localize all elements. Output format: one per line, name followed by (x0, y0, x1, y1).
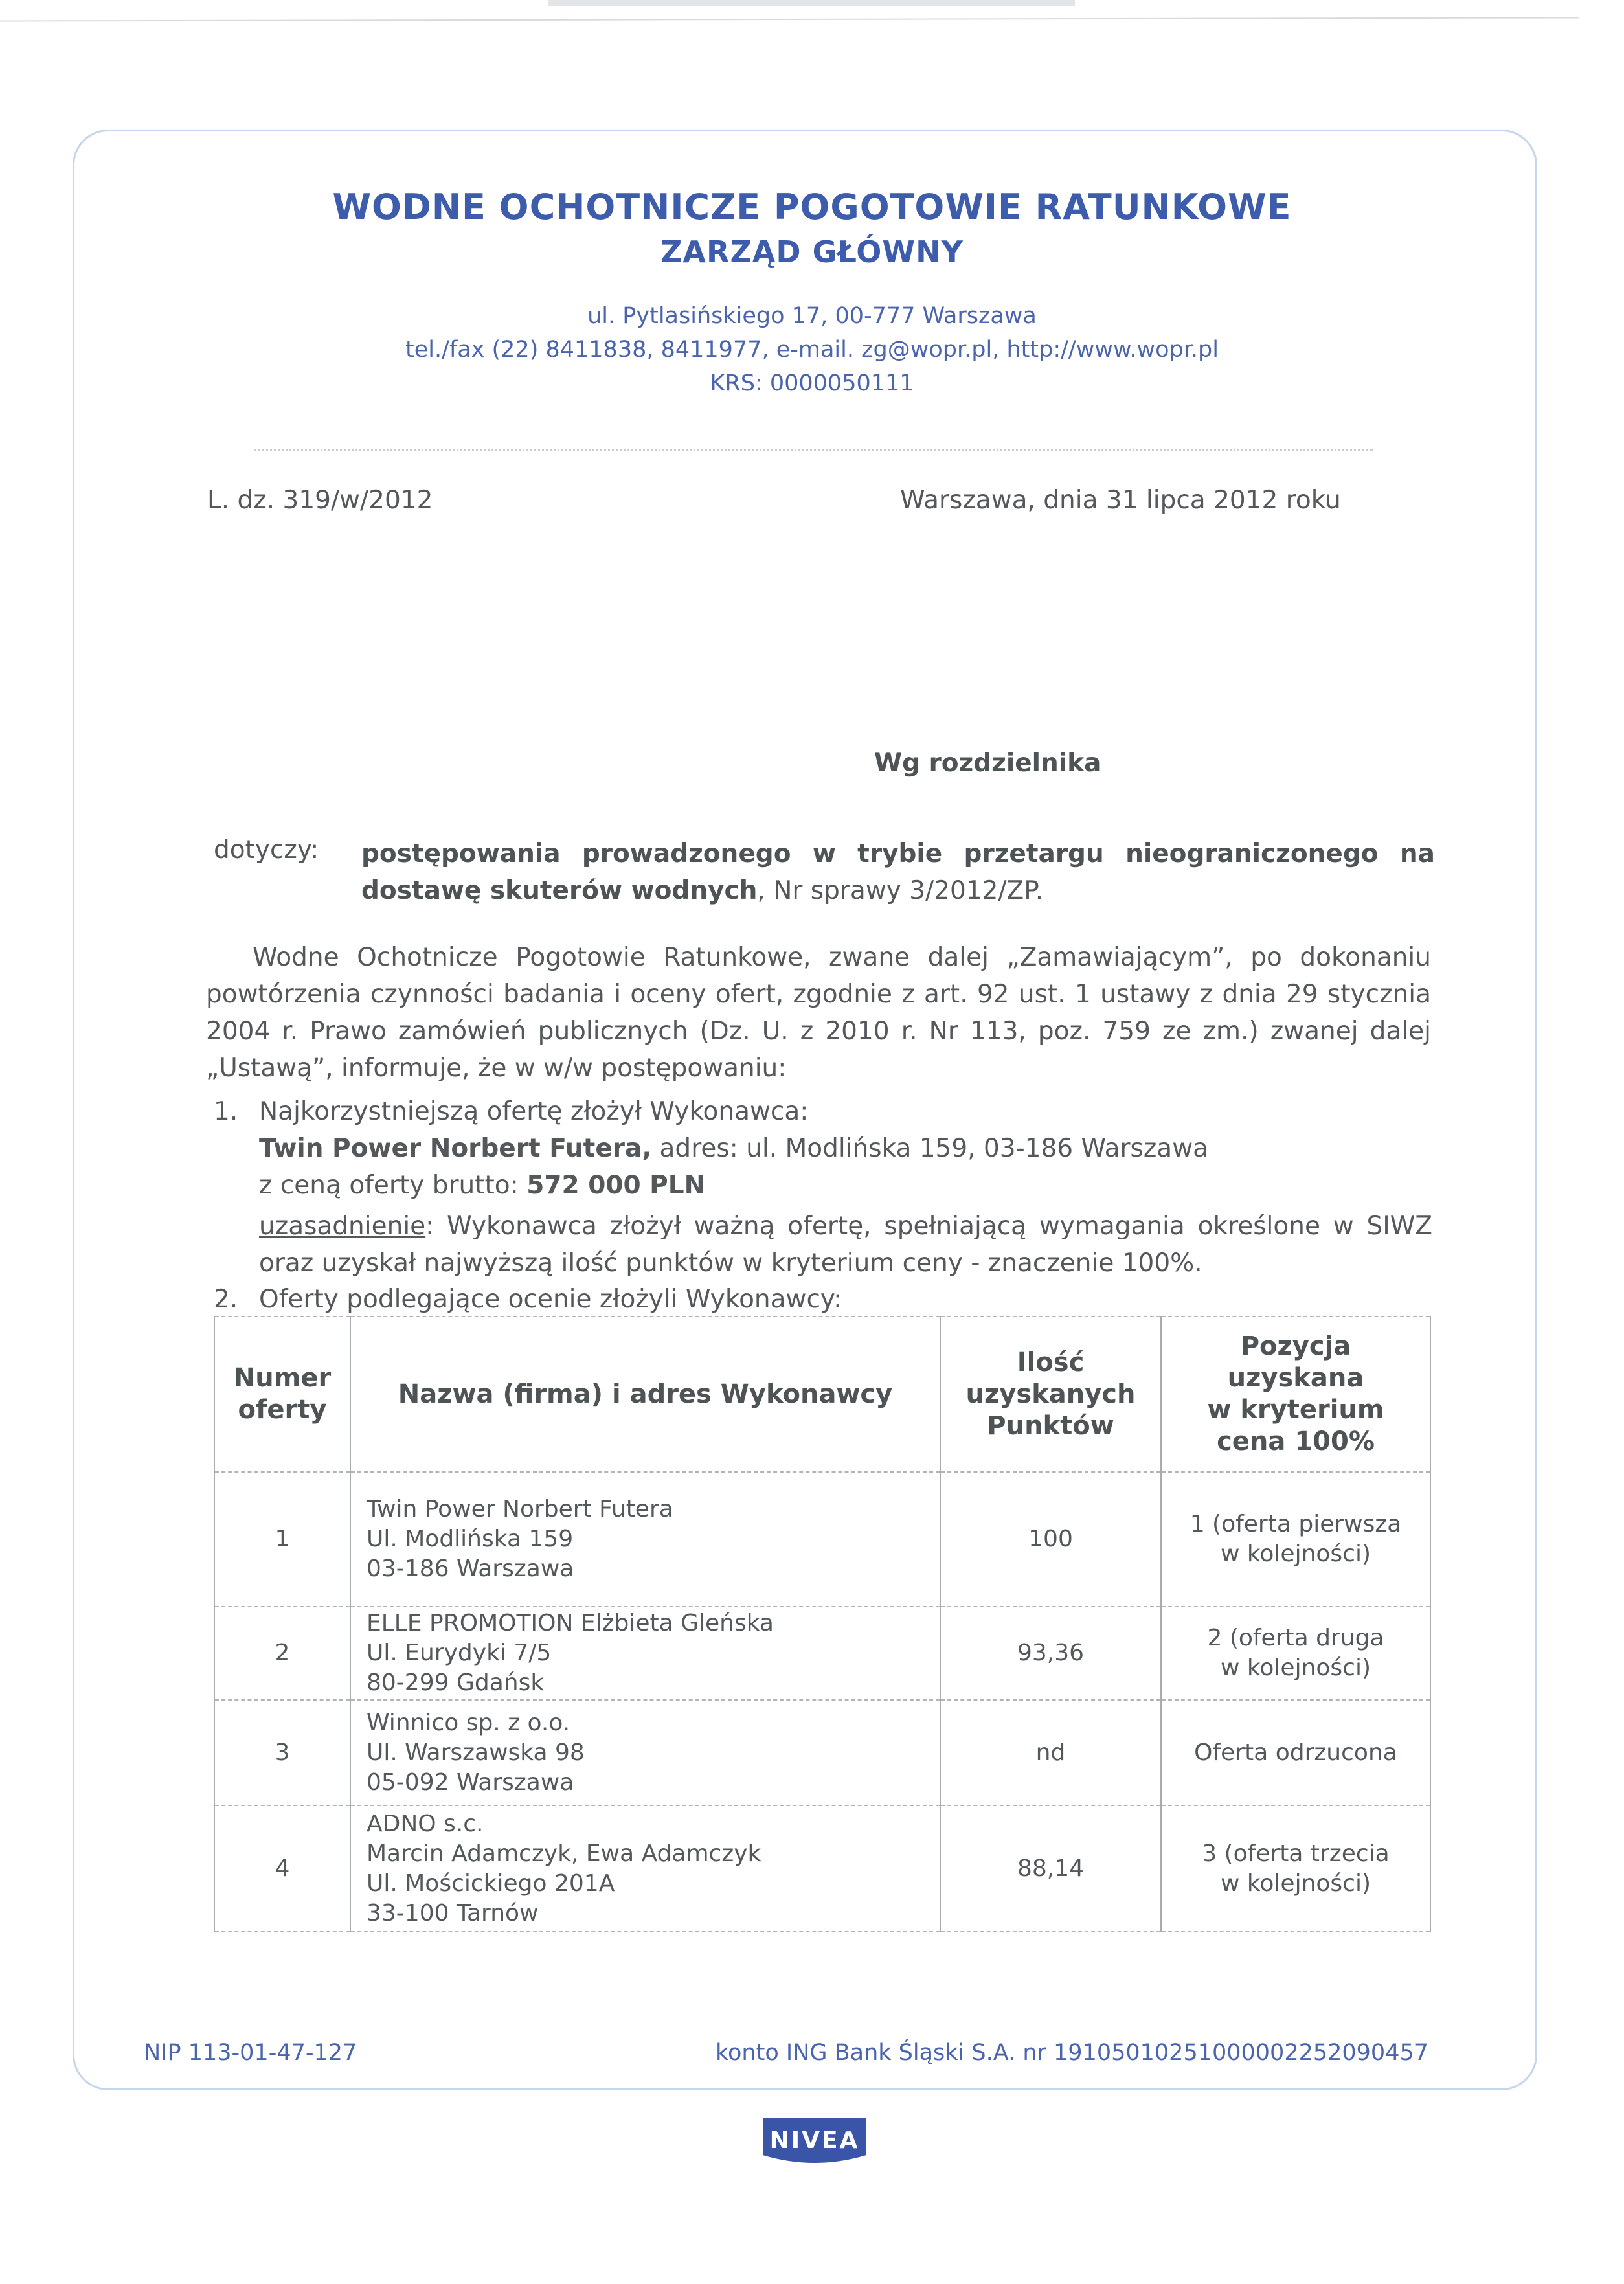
subject-text (361, 835, 1435, 909)
justification-label: uzasadnienie (259, 1212, 426, 1241)
subject-line2 (361, 872, 1435, 909)
name-line: 03-186 Warszawa (367, 1555, 574, 1582)
name-line: 05-092 Warszawa (367, 1769, 574, 1796)
header-line: oferty (238, 1395, 327, 1425)
table-row (214, 1607, 1430, 1700)
header-separator (254, 449, 1373, 451)
item1-price-line (259, 1171, 705, 1200)
cell-points: 93,36 (940, 1607, 1161, 1700)
name-line: ADNO s.c. (367, 1810, 484, 1837)
name-line: Ul. Warszawska 98 (367, 1739, 585, 1766)
cell-name-address (350, 1607, 940, 1700)
header-line: Numer (233, 1363, 332, 1393)
org-contact: tel./fax (22) 8411838, 8411977, e-mail. zg@wopr.pl, http://www.wopr.pl (405, 337, 1219, 363)
justification-text: : Wykonawca złożył ważną ofertę, spełniającą wymagania określone w SIWZ oraz uzyskał najwyższą ilość punktów w kryterium ceny - znaczenie 100%. (259, 1212, 1432, 1278)
nivea-logo (763, 2118, 866, 2172)
header-line: Ilość (1017, 1347, 1085, 1377)
position-line: 1 (oferta pierwsza (1190, 1511, 1402, 1537)
name-line: Winnico sp. z o.o. (367, 1709, 570, 1736)
col-header-name (350, 1317, 940, 1472)
cell-offer-number: 1 (214, 1472, 350, 1607)
cell-offer-number: 3 (214, 1700, 350, 1805)
cell-points: 100 (940, 1472, 1161, 1607)
price-label: z ceną oferty brutto: (259, 1171, 527, 1200)
org-name: WODNE OCHOTNICZE POGOTOWIE RATUNKOWE (332, 187, 1292, 227)
org-unit: ZARZĄD GŁÓWNY (660, 234, 964, 269)
subject-bold-line1: postępowania prowadzonego w trybie przetargu nieograniczonego na (361, 839, 1435, 868)
table-header-row (214, 1317, 1430, 1472)
scan-artifact-line (0, 17, 1579, 21)
cell-points: 88,14 (940, 1805, 1161, 1932)
cell-offer-number: 2 (214, 1607, 350, 1700)
table-row (214, 1472, 1430, 1607)
item1-number: 1. (214, 1097, 238, 1126)
nip-number: NIP 113-01-47-127 (144, 2040, 357, 2066)
position-line: w kolejności) (1220, 1655, 1371, 1681)
subject-rest: , Nr sprawy 3/2012/ZP. (757, 876, 1044, 905)
header-line: Pozycja (1240, 1331, 1351, 1361)
table-row (214, 1805, 1430, 1932)
item2-number: 2. (214, 1285, 238, 1314)
cell-name-address (350, 1805, 940, 1932)
header-line: w kryterium (1207, 1395, 1384, 1425)
item1-heading: Najkorzystniejszą ofertę złożył Wykonawca: (259, 1097, 809, 1126)
distribution-note: Wg rozdzielnika (874, 749, 1101, 778)
name-line: 33-100 Tarnów (367, 1899, 539, 1927)
position-line: w kolejności) (1220, 1541, 1371, 1567)
table-row (214, 1700, 1430, 1805)
header-line: Nazwa (firma) i adres Wykonawcy (398, 1379, 893, 1409)
scan-artifact-bar (548, 0, 1075, 6)
name-line: 80-299 Gdańsk (367, 1669, 545, 1696)
bank-account: konto ING Bank Śląski S.A. nr 19105010251000002252090457 (716, 2040, 1428, 2066)
doc-number: L. dz. 319/w/2012 (207, 486, 433, 515)
col-header-offer-number (214, 1317, 350, 1472)
name-line: Ul. Mościckiego 201A (367, 1870, 615, 1897)
item1-winner-line (259, 1134, 1208, 1163)
header-line: cena 100% (1217, 1427, 1375, 1456)
cell-position (1161, 1607, 1430, 1700)
winner-address: adres: ul. Modlińska 159, 03-186 Warszawa (651, 1134, 1208, 1163)
cell-offer-number: 4 (214, 1805, 350, 1932)
cell-name-address (350, 1700, 940, 1805)
name-line: Ul. Eurydyki 7/5 (367, 1640, 552, 1666)
subject-bold-line2: dostawę skuterów wodnych (361, 876, 758, 905)
item1-justification (259, 1208, 1432, 1282)
place-date: Warszawa, dnia 31 lipca 2012 roku (900, 486, 1341, 515)
price-value: 572 000 PLN (526, 1171, 706, 1200)
intro-paragraph: Wodne Ochotnicze Pogotowie Ratunkowe, zwane dalej „Zamawiającym”, po dokonaniu powtórzenia czynności badania i oceny ofert, zgodnie z art. 92 ust. 1 ustawy z dnia 29 stycznia 2004 r. Prawo zamówień publicznych (Dz. U. z 2010 r. Nr 113, poz. 759 ze zm.) zwanej dalej „Ustawą”, informuje, że w w/w postępowaniu: (206, 943, 1431, 1083)
subject-label: dotyczy: (214, 835, 319, 865)
position-line: 3 (oferta trzecia (1202, 1840, 1390, 1867)
name-line: ELLE PROMOTION Elżbieta Gleńska (367, 1610, 774, 1636)
header-line: uzyskana (1227, 1363, 1364, 1393)
position-line: Oferta odrzucona (1194, 1739, 1397, 1766)
winner-name: Twin Power Norbert Futera, (259, 1134, 652, 1163)
item2-heading: Oferty podlegające ocenie złożyli Wykonawcy: (259, 1285, 842, 1314)
cell-name-address (350, 1472, 940, 1607)
header-line: uzyskanych (965, 1379, 1136, 1409)
name-line: Marcin Adamczyk, Ewa Adamczyk (367, 1840, 761, 1867)
position-line: w kolejności) (1220, 1870, 1371, 1897)
org-address: ul. Pytlasińskiego 17, 00-777 Warszawa (587, 303, 1037, 329)
cell-position (1161, 1700, 1430, 1805)
header-line: Punktów (987, 1410, 1114, 1441)
name-line: Ul. Modlińska 159 (367, 1526, 574, 1552)
nivea-logo-text: NIVEA (769, 2127, 860, 2154)
cell-position (1161, 1472, 1430, 1607)
col-header-position (1161, 1317, 1430, 1472)
offers-table (214, 1316, 1431, 1932)
cell-points: nd (940, 1700, 1161, 1805)
cell-position (1161, 1805, 1430, 1932)
org-krs: KRS: 0000050111 (710, 370, 914, 396)
col-header-points (940, 1317, 1161, 1472)
name-line: Twin Power Norbert Futera (367, 1496, 673, 1522)
position-line: 2 (oferta druga (1207, 1625, 1384, 1651)
